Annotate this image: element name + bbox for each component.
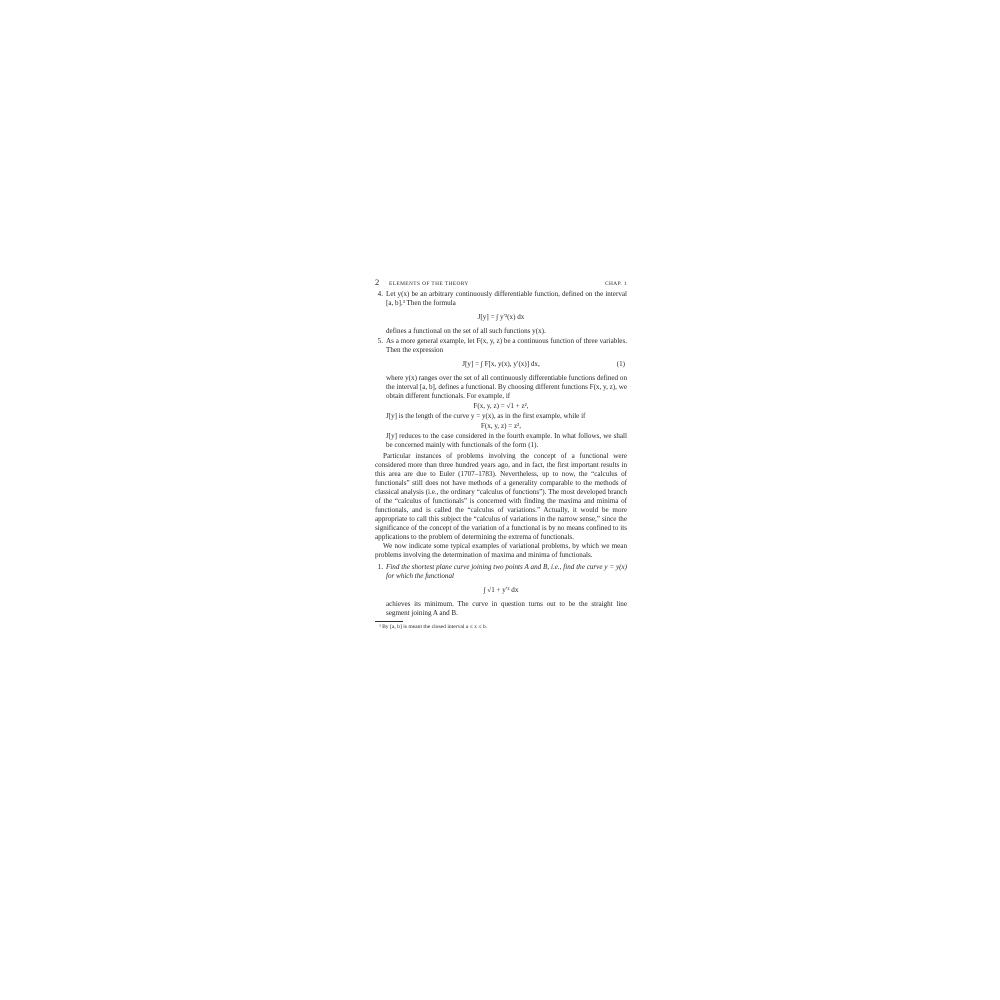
equation-sqrt-text: F(x, y, z) = √1 + z², — [473, 402, 529, 410]
example-5-para-3: J[y] reduces to the case considered in the fourth example. In what follows, we shall be concerned mainly with functionals of the form (1). — [386, 432, 627, 449]
problem-1-number: 1. — [377, 563, 383, 571]
paragraph-history: Particular instances of problems involving the concept of a functional were considered more than three hundred years ago, and in fact, the first important results in this area are due to Euler (1707–1783). Nevertheless, up to now, the “calculus of functionals” still does not have methods of a generality comparable to the methods of classical analysis (i.e., the ordinary “calculus of functions”). The most developed branch of the “calculus of functionals” is concerned with finding the maxima and minima of functionals, and is called the “calculus of variations.” Actually, it would be more appropriate to call this subject the “calculus of variations in the narrow sense,” since the significance of the concept of the variation of a functional is by no means confined to its applications to the problem of determining the extrema of functionals. — [375, 452, 627, 541]
example-4 — [375, 290, 627, 308]
equation-square — [375, 421, 627, 432]
page-header — [375, 278, 627, 289]
footnote-rule — [375, 621, 403, 622]
equation-1-text: J[y] = ∫ F[x, y(x), y′(x)] dx, — [462, 360, 540, 368]
equation-1-tag: (1) — [616, 360, 625, 368]
equation-functional-1 — [375, 308, 627, 327]
problem-1-text: Find the shortest plane curve joining two points A and B, i.e., find the curve y = y(x) for which the functional — [386, 563, 627, 580]
equation-arclength-text: ∫ √1 + y′² dx — [483, 586, 519, 594]
chapter-label: CHAP. 1 — [605, 281, 627, 287]
running-title: ELEMENTS OF THE THEORY — [389, 281, 469, 287]
page-number: 2 — [375, 277, 380, 287]
footnote: ³ By [a, b] is meant the closed interval a ≤ x ≤ b. — [379, 624, 488, 630]
example-5-para-1: where y(x) ranges over the set of all continuously differentiable functions defined on the interval [a, b], defines a functional. By choosing different functions F(x, y, z), we obtain different functionals. For example, if — [386, 374, 627, 400]
paragraph-variational: We now indicate some typical examples of variational problems, by which we mean problems involving the determination of maxima and minima of functionals. — [375, 542, 627, 559]
problem-1-after: achieves its minimum. The curve in question turns out to be the straight line segment joining A and B. — [386, 600, 627, 617]
example-5-text: As a more general example, let F(x, y, z) be a continuous function of three variables. Then the expression — [386, 337, 627, 354]
example-5 — [375, 337, 627, 355]
example-4-number: 4. — [377, 290, 383, 298]
example-5-number: 5. — [377, 337, 383, 345]
book-page — [375, 278, 627, 631]
equation-arclength — [375, 581, 627, 600]
equation-sqrt — [375, 401, 627, 412]
example-5-para-2: J[y] is the length of the curve y = y(x), as in the first example, while if — [386, 412, 586, 420]
example-4-text: Let y(x) be an arbitrary continuously differentiable function, defined on the interval [a, b].³ Then the formula — [386, 290, 627, 307]
problem-1 — [375, 563, 627, 581]
example-4-after: defines a functional on the set of all such functions y(x). — [386, 327, 546, 335]
equation-1 — [375, 355, 627, 374]
equation-square-text: F(x, y, z) = z², — [480, 422, 522, 430]
equation-functional-1-text: J[y] = ∫ y′²(x) dx — [477, 313, 525, 321]
